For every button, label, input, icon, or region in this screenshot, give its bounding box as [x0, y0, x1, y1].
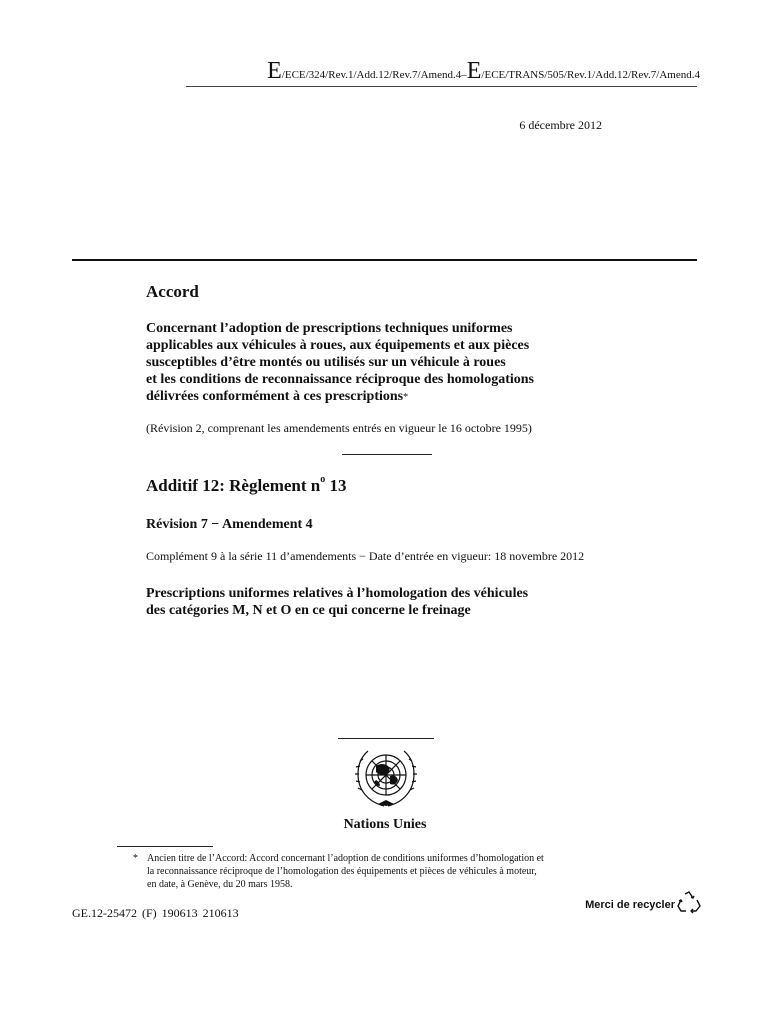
- footnote-line: en date, à Genève, du 20 mars 1958.: [147, 879, 293, 890]
- document-number: GE.12-25472 (F) 190613 210613: [72, 906, 239, 920]
- recycle-text: Merci de recycler: [585, 899, 675, 911]
- accord-subtitle: [146, 320, 616, 406]
- footnote-text: [147, 852, 633, 891]
- footnote-line: Ancien titre de l’Accord: Accord concernant l’adoption de conditions uniformes d’homologation et: [147, 853, 544, 864]
- main-divider: [72, 259, 697, 261]
- footnote-line: la reconnaissance réciproque de l’homologation des équipements et pièces de véhicules à moteur,: [147, 866, 537, 877]
- section-divider: [338, 738, 434, 739]
- revision-amendment: Révision 7 − Amendement 4: [146, 517, 313, 532]
- organization-name: Nations Unies: [343, 817, 427, 832]
- accord-title: Accord: [146, 282, 199, 301]
- accord-subtitle-line: applicables aux véhicules à roues, aux équipements et aux pièces: [146, 338, 530, 353]
- accord-subtitle-line: et les conditions de reconnaissance réciproque des homologations: [146, 372, 534, 387]
- document-symbol: [176, 58, 700, 85]
- footnote-reference[interactable]: *: [403, 392, 409, 403]
- accord-subtitle-line: susceptibles d’être montés ou utilisés sur un véhicule à roues: [146, 355, 506, 370]
- prescriptions-line: des catégories M, N et O en ce qui concerne le freinage: [146, 603, 471, 618]
- symbol-letter-2: E: [466, 58, 482, 84]
- addendum-title-superscript: o: [320, 474, 326, 486]
- supplement-note: Complément 9 à la série 11 d’amendements − Date d’entrée en vigueur: 18 novembre 2012: [146, 549, 585, 563]
- footnote-separator: [117, 846, 213, 847]
- addendum-title-prefix: Additif 12: Règlement n: [146, 476, 321, 495]
- document-date: 6 décembre 2012: [519, 118, 602, 132]
- prescriptions-line: Prescriptions uniformes relatives à l’homologation des véhicules: [146, 586, 529, 601]
- symbol-rest-1: /ECE/324/Rev.1/Add.12/Rev.7/Amend.4–: [281, 69, 467, 81]
- accord-subtitle-last: délivrées conformément à ces prescriptions: [146, 389, 404, 404]
- symbol-rest-2: /ECE/TRANS/505/Rev.1/Add.12/Rev.7/Amend.4: [481, 69, 700, 81]
- addendum-title: [146, 476, 346, 496]
- footnote-marker: *: [133, 853, 138, 864]
- header-rule: [186, 86, 697, 87]
- accord-subtitle-line: Concernant l’adoption de prescriptions techniques uniformes: [146, 321, 513, 336]
- un-emblem-icon: [354, 746, 418, 810]
- section-divider: [342, 454, 432, 455]
- prescriptions-title: [146, 585, 626, 619]
- addendum-title-suffix: 13: [325, 476, 347, 495]
- accord-subtitle-line: [146, 388, 616, 406]
- symbol-letter-1: E: [267, 58, 282, 84]
- recycle-icon: [676, 891, 702, 915]
- revision-note: (Révision 2, comprenant les amendements entrés en vigueur le 16 octobre 1995): [146, 421, 532, 435]
